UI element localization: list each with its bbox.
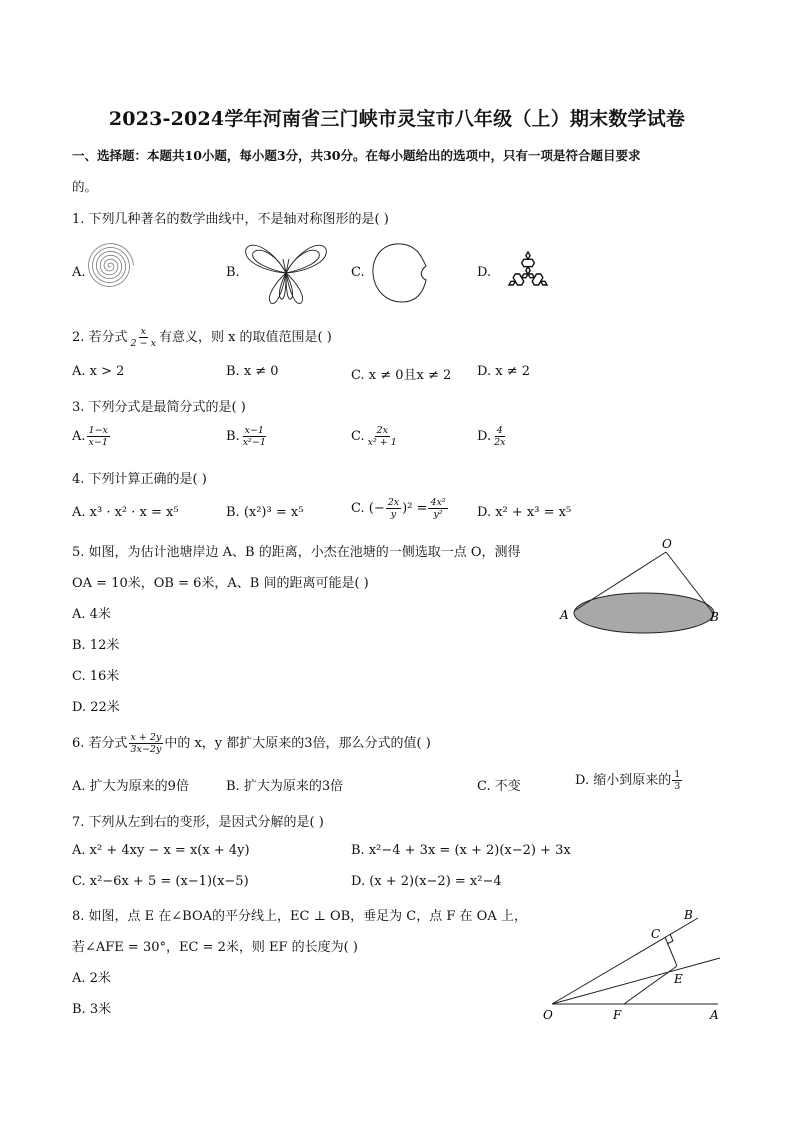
q2-frac-den: 2 − x — [130, 338, 156, 349]
segment-ef — [624, 966, 677, 1004]
spiral-figure — [86, 237, 162, 305]
q4-option-d: D. x² + x³ = x⁵ — [477, 505, 572, 520]
section-instructions-line1: 一、选择题：本题共10小题，每小题3分，共30分。在每小题给出的选项中，只有一项是符合题目要求 — [72, 148, 641, 163]
point-a-label: A — [560, 608, 569, 622]
q7-option-b: B. x²−4 + 3x = (x + 2)(x−2) + 3x — [351, 843, 571, 858]
cardioid-figure — [368, 240, 434, 306]
q3-c-den: x² + 1 — [367, 437, 397, 448]
bisector-ray — [552, 958, 720, 1004]
q3-stem: 3. 下列分式是最简分式的是( ) — [72, 400, 246, 415]
q3-b-num: x−1 — [244, 425, 264, 436]
q3-option-a: A. $\frac{1-x}{x-1}$ — [72, 425, 108, 448]
q5-stem-line1: 5. 如图，为估计池塘岸边 A、B 的距离，小杰在池塘的一侧选取一点 O，测得 — [72, 545, 521, 560]
q1-label-c: C. — [351, 265, 365, 280]
q3-a-num: 1−x — [88, 425, 108, 436]
q3-a-den: x−1 — [88, 437, 108, 448]
q6-option-a: A. 扩大为原来的9倍 — [72, 779, 189, 794]
point-o-label: O — [662, 538, 672, 551]
q6-option-d: D. 缩小到原来的 $\frac{1}{3}$ — [575, 769, 681, 792]
q3-b-den: x²−1 — [242, 437, 266, 448]
q8-option-b: B. 3米 — [72, 1002, 112, 1017]
point-e-label: E — [674, 972, 683, 986]
point-a-label: A — [710, 1008, 719, 1022]
q1-label-b: B. — [226, 265, 240, 280]
q2-fraction — [129, 326, 158, 349]
q1-label-d: D. — [477, 265, 492, 280]
q8-stem-line1: 8. 如图，点 E 在∠BOA的平分线上，EC ⊥ OB，垂足为 C，点 F 在 OA 上， — [72, 909, 527, 924]
q2-option-a: A. x > 2 — [72, 364, 125, 379]
q4-stem: 4. 下列计算正确的是( ) — [72, 472, 207, 487]
q2-option-d: D. x ≠ 2 — [477, 364, 530, 379]
point-b-label: B — [684, 908, 693, 922]
koch-snowflake-figure — [495, 239, 561, 307]
q2-option-c: C. x ≠ 0且x ≠ 2 — [351, 368, 452, 383]
q6-option-b: B. 扩大为原来的3倍 — [226, 779, 344, 794]
q4-option-c: C. (− $\frac{2x}{y}$ )² = $\frac{\text{4x²}}{\text{y²}}$ — [351, 497, 446, 520]
angle-bisector-diagram — [540, 902, 730, 1026]
pond-ellipse — [574, 593, 714, 633]
q5-option-b: B. 12米 — [72, 638, 120, 653]
q7-option-d: D. (x + 2)(x−2) = x²−4 — [351, 874, 502, 889]
q2-stem-pre: 2. 若分式 — [72, 330, 128, 345]
q2-stem-post: 有意义，则 x 的取值范围是( ) — [158, 330, 332, 345]
q3-option-c: C. $\frac{2x}{\text{x² + 1}}$ — [351, 425, 397, 448]
exam-title: 2023-2024学年河南省三门峡市灵宝市八年级（上）期末数学试卷 — [108, 108, 686, 130]
point-f-label: F — [613, 1008, 622, 1022]
q3-d-den: 2x — [494, 437, 506, 448]
pond-diagram — [552, 538, 728, 638]
q6-option-c: C. 不变 — [477, 779, 521, 794]
ray-ob — [552, 918, 698, 1004]
q7-option-a: A. x² + 4xy − x = x(x + 4y) — [72, 843, 250, 858]
q5-option-d: D. 22米 — [72, 700, 120, 715]
segment-ec — [665, 937, 677, 966]
section-instructions-line2: 的。 — [72, 179, 98, 194]
q1-label-a: A. — [72, 265, 86, 280]
butterfly-curve-figure — [243, 239, 329, 309]
q5-stem-line2: OA = 10米，OB = 6米，A、B 间的距离可能是( ) — [72, 576, 369, 591]
q5-option-a: A. 4米 — [72, 607, 111, 622]
q2-stem — [72, 326, 332, 349]
q7-stem: 7. 下列从左到右的变形，是因式分解的是( ) — [72, 815, 324, 830]
q4-option-b: B. (x²)³ = x⁵ — [226, 505, 304, 520]
q5-option-c: C. 16米 — [72, 669, 120, 684]
q6-stem: 6. 若分式 $\frac{x + 2y}{3x-2y}$ 中的 x，y 都扩大原来的3倍，那么分式的值( ) — [72, 732, 431, 755]
q3-option-b: B. $\frac{x-1}{\text{x²−1}}$ — [226, 425, 266, 448]
q8-option-a: A. 2米 — [72, 971, 111, 986]
q2-option-b: B. x ≠ 0 — [226, 364, 279, 379]
q3-c-num: 2x — [376, 425, 388, 436]
q1-stem: 1. 下列几种著名的数学曲线中，不是轴对称图形的是( ) — [72, 212, 389, 227]
point-b-label: B — [710, 610, 719, 624]
q3-d-num: 4 — [496, 425, 503, 436]
point-o-label: O — [543, 1008, 553, 1022]
q3-option-d: D. $\frac{4}{2x}$ — [477, 425, 506, 448]
q6-fraction: $\frac{x + 2y}{3x-2y}$ — [130, 732, 162, 755]
q2-frac-num: x — [140, 326, 146, 337]
q4-option-a: A. x³ · x² · x = x⁵ — [72, 505, 179, 520]
q7-option-c: C. x²−6x + 5 = (x−1)(x−5) — [72, 874, 249, 889]
point-c-label: C — [651, 927, 661, 941]
q8-stem-line2: 若∠AFE = 30°，EC = 2米，则 EF 的长度为( ) — [72, 940, 358, 955]
